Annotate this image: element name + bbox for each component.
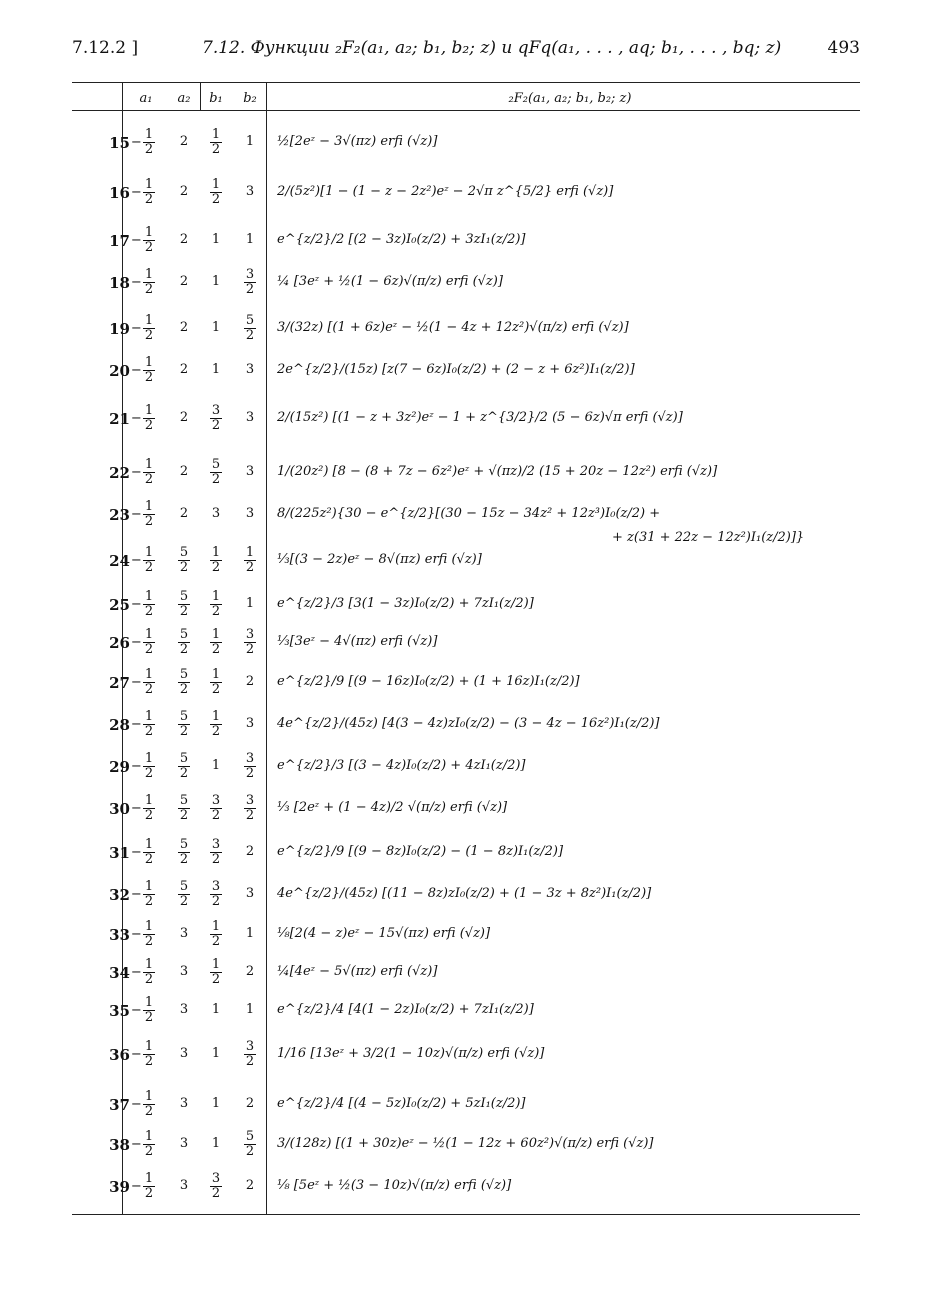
param-b2: 2	[245, 1178, 255, 1193]
table-row	[72, 1130, 860, 1160]
param-a1: − $\frac{1}{2}$	[130, 667, 154, 697]
param-b1: $\frac{1}{2}$	[211, 627, 221, 657]
formula-expression: 1/(20z²) [8 − (8 + 7z − 6z²)eᶻ + √(πz)/2 (15 + 20z − 12z²) erfi (√z)]	[277, 464, 718, 479]
param-b1: $\frac{5}{2}$	[211, 457, 221, 487]
param-a2: 2	[179, 464, 189, 479]
column-header-b2: b₂	[243, 91, 257, 106]
param-a1: − $\frac{1}{2}$	[130, 177, 154, 207]
table-row	[72, 1040, 860, 1070]
formula-expression-continuation: + z(31 + 22z − 12z²)I₁(z/2)]}	[612, 530, 805, 545]
param-a2: 3	[179, 964, 189, 979]
param-a1: − $\frac{1}{2}$	[130, 957, 154, 987]
param-a2: $\frac{5}{2}$	[179, 751, 189, 781]
param-a1: − $\frac{1}{2}$	[130, 709, 154, 739]
table-row	[72, 958, 860, 988]
table-row	[72, 499, 860, 545]
param-a1: − $\frac{1}{2}$	[130, 995, 154, 1025]
param-a1: − $\frac{1}{2}$	[130, 403, 154, 433]
param-a2: 2	[179, 184, 189, 199]
param-b1: 1	[211, 1096, 221, 1111]
table-bottom-rule	[72, 1214, 860, 1215]
formula-expression: 8/(225z²){30 − e^{z/2}[(30 − 15z − 34z² + 12z³)I₀(z/2) +	[277, 506, 661, 521]
row-number: 25	[109, 596, 130, 614]
param-a2: 2	[179, 320, 189, 335]
row-number: 21	[109, 410, 130, 428]
param-a2: 3	[179, 1136, 189, 1151]
param-b2: 1	[245, 596, 255, 611]
param-b1: $\frac{1}{2}$	[211, 589, 221, 619]
formula-expression: e^{z/2}/3 [(3 − 4z)I₀(z/2) + 4zI₁(z/2)]	[277, 758, 526, 773]
formula-expression: 4e^{z/2}/(45z) [4(3 − 4z)zI₀(z/2) − (3 − 4z − 16z²)I₁(z/2)]	[277, 716, 660, 731]
param-b1: 1	[211, 1136, 221, 1151]
param-b2: 3	[245, 506, 255, 521]
param-a1: − $\frac{1}{2}$	[130, 545, 154, 575]
running-title: 7.12. Функции ₂F₂(a₁, a₂; b₁, b₂; z) и qFq(a₁, . . . , aq; b₁, . . . , bq; z)	[202, 38, 782, 58]
param-b1: 1	[211, 362, 221, 377]
param-b1: 3	[211, 506, 221, 521]
column-header-result: ₂F₂(a₁, a₂; b₁, b₂; z)	[508, 91, 632, 106]
row-number: 33	[109, 926, 130, 944]
page-header	[72, 38, 860, 64]
param-b1: $\frac{3}{2}$	[211, 793, 221, 823]
table-row	[72, 226, 860, 256]
param-b2: 3	[245, 362, 255, 377]
row-number: 38	[109, 1136, 130, 1154]
param-b2: $\frac{3}{2}$	[245, 1039, 255, 1069]
table-row	[72, 404, 860, 434]
param-b2: 2	[245, 674, 255, 689]
row-number: 29	[109, 758, 130, 776]
param-b1: $\frac{1}{2}$	[211, 127, 221, 157]
param-a2: 2	[179, 410, 189, 425]
table-row	[72, 590, 860, 620]
param-a1: − $\frac{1}{2}$	[130, 127, 154, 157]
param-a1: − $\frac{1}{2}$	[130, 499, 154, 529]
table-header-rule	[72, 110, 860, 111]
param-b2: 1	[245, 134, 255, 149]
formula-expression: 2/(15z²) [(1 − z + 3z²)eᶻ − 1 + z^{3/2}/2 (5 − 6z)√π erfi (√z)]	[277, 410, 683, 425]
param-a2: $\frac{5}{2}$	[179, 837, 189, 867]
formula-expression: 3/(128z) [(1 + 30z)eᶻ − ½(1 − 12z + 60z²)√(π/z) erfi (√z)]	[277, 1136, 654, 1151]
param-a1: − $\frac{1}{2}$	[130, 1039, 154, 1069]
param-a2: $\frac{5}{2}$	[179, 793, 189, 823]
param-b1: $\frac{1}{2}$	[211, 957, 221, 987]
table-row	[72, 752, 860, 782]
column-header-b1: b₁	[209, 91, 223, 106]
param-b1: $\frac{3}{2}$	[211, 1171, 221, 1201]
formula-expression: ¼ [3eᶻ + ½(1 − 6z)√(π/z) erfi (√z)]	[277, 274, 503, 289]
row-number: 23	[109, 506, 130, 524]
param-a1: − $\frac{1}{2}$	[130, 1171, 154, 1201]
param-a1: − $\frac{1}{2}$	[130, 879, 154, 909]
param-b1: 1	[211, 232, 221, 247]
formula-expression: ¼[4eᶻ − 5√(πz) erfi (√z)]	[277, 964, 438, 979]
row-number: 37	[109, 1096, 130, 1114]
table-row	[72, 1090, 860, 1120]
param-b2: $\frac{3}{2}$	[245, 751, 255, 781]
param-b2: 2	[245, 1096, 255, 1111]
formula-expression: 1/16 [13eᶻ + 3/2(1 − 10z)√(π/z) erfi (√z)]	[277, 1046, 545, 1061]
row-number: 31	[109, 844, 130, 862]
formula-expression: e^{z/2}/2 [(2 − 3z)I₀(z/2) + 3zI₁(z/2)]	[277, 232, 526, 247]
row-number: 30	[109, 800, 130, 818]
param-b1: 1	[211, 758, 221, 773]
param-a2: 3	[179, 1046, 189, 1061]
column-header-a1: a₁	[139, 91, 153, 106]
table-row	[72, 1172, 860, 1202]
formula-expression: ⅓[3eᶻ − 4√(πz) erfi (√z)]	[277, 634, 438, 649]
row-number: 17	[109, 232, 130, 250]
param-b2: 2	[245, 844, 255, 859]
param-b2: 3	[245, 464, 255, 479]
param-b1: 1	[211, 1002, 221, 1017]
row-number: 28	[109, 716, 130, 734]
param-a1: − $\frac{1}{2}$	[130, 1129, 154, 1159]
formula-expression: e^{z/2}/4 [4(1 − 2z)I₀(z/2) + 7zI₁(z/2)]	[277, 1002, 534, 1017]
row-number: 35	[109, 1002, 130, 1020]
table-row	[72, 458, 860, 488]
section-number: 7.12.2 ]	[72, 38, 139, 58]
param-a2: 2	[179, 506, 189, 521]
formula-expression: ⅛[2(4 − z)eᶻ − 15√(πz) erfi (√z)]	[277, 926, 491, 941]
param-b2: 2	[245, 964, 255, 979]
formula-expression: e^{z/2}/9 [(9 − 16z)I₀(z/2) + (1 + 16z)I₁(z/2)]	[277, 674, 580, 689]
param-b2: 3	[245, 410, 255, 425]
row-number: 27	[109, 674, 130, 692]
param-b2: 1	[245, 926, 255, 941]
param-a1: − $\frac{1}{2}$	[130, 225, 154, 255]
row-number: 26	[109, 634, 130, 652]
formula-expression: ½[2eᶻ − 3√(πz) erfi (√z)]	[277, 134, 438, 149]
table-top-rule	[72, 82, 860, 83]
table-row	[72, 880, 860, 910]
param-b2: 3	[245, 184, 255, 199]
table-row	[72, 838, 860, 868]
param-b1: 1	[211, 320, 221, 335]
param-b1: $\frac{1}{2}$	[211, 177, 221, 207]
table-row	[72, 314, 860, 344]
param-a2: $\frac{5}{2}$	[179, 589, 189, 619]
table-row	[72, 710, 860, 740]
param-a1: − $\frac{1}{2}$	[130, 627, 154, 657]
table-row	[72, 920, 860, 950]
param-a2: $\frac{5}{2}$	[179, 667, 189, 697]
row-number: 36	[109, 1046, 130, 1064]
param-a2: $\frac{5}{2}$	[179, 879, 189, 909]
param-a1: − $\frac{1}{2}$	[130, 267, 154, 297]
param-b1: $\frac{3}{2}$	[211, 403, 221, 433]
param-b1: 1	[211, 1046, 221, 1061]
formula-expression: 2e^{z/2}/(15z) [z(7 − 6z)I₀(z/2) + (2 − z + 6z²)I₁(z/2)]	[277, 362, 635, 377]
param-a2: $\frac{5}{2}$	[179, 627, 189, 657]
table-row	[72, 178, 860, 208]
param-b1: $\frac{1}{2}$	[211, 709, 221, 739]
column-header-a2: a₂	[177, 91, 191, 106]
param-b2: 3	[245, 716, 255, 731]
row-number: 22	[109, 464, 130, 482]
param-b2: 1	[245, 1002, 255, 1017]
param-a2: 2	[179, 134, 189, 149]
param-a1: − $\frac{1}{2}$	[130, 355, 154, 385]
param-a1: − $\frac{1}{2}$	[130, 837, 154, 867]
param-a1: − $\frac{1}{2}$	[130, 457, 154, 487]
table-row	[72, 356, 860, 386]
param-a1: − $\frac{1}{2}$	[130, 589, 154, 619]
param-b2: $\frac{5}{2}$	[245, 313, 255, 343]
param-a2: 2	[179, 362, 189, 377]
param-a2: 2	[179, 274, 189, 289]
param-b1: $\frac{1}{2}$	[211, 545, 221, 575]
param-b2: $\frac{5}{2}$	[245, 1129, 255, 1159]
param-a2: 2	[179, 232, 189, 247]
table-row	[72, 794, 860, 824]
row-number: 20	[109, 362, 130, 380]
table-row	[72, 628, 860, 658]
param-a2: 3	[179, 1002, 189, 1017]
formula-expression: 2/(5z²)[1 − (1 − z − 2z²)eᶻ − 2√π z^{5/2} erfi (√z)]	[277, 184, 614, 199]
param-b1: $\frac{1}{2}$	[211, 919, 221, 949]
param-a2: 3	[179, 1178, 189, 1193]
row-number: 18	[109, 274, 130, 292]
table-row	[72, 668, 860, 698]
param-a2: 3	[179, 1096, 189, 1111]
param-a1: − $\frac{1}{2}$	[130, 751, 154, 781]
row-number: 15	[109, 134, 130, 152]
formula-expression: e^{z/2}/4 [(4 − 5z)I₀(z/2) + 5zI₁(z/2)]	[277, 1096, 526, 1111]
param-b1: $\frac{1}{2}$	[211, 667, 221, 697]
row-number: 24	[109, 552, 130, 570]
table-row	[72, 128, 860, 158]
page-number: 493	[827, 38, 860, 58]
formula-expression: ⅓[(3 − 2z)eᶻ − 8√(πz) erfi (√z)]	[277, 552, 482, 567]
formula-expression: e^{z/2}/9 [(9 − 8z)I₀(z/2) − (1 − 8z)I₁(z/2)]	[277, 844, 564, 859]
param-a2: $\frac{5}{2}$	[179, 709, 189, 739]
param-b2: $\frac{3}{2}$	[245, 267, 255, 297]
param-b2: $\frac{1}{2}$	[245, 545, 255, 575]
param-b1: $\frac{3}{2}$	[211, 879, 221, 909]
row-number: 34	[109, 964, 130, 982]
formula-expression: ⅓ [2eᶻ + (1 − 4z)/2 √(π/z) erfi (√z)]	[277, 800, 508, 815]
formula-expression: e^{z/2}/3 [3(1 − 3z)I₀(z/2) + 7zI₁(z/2)]	[277, 596, 534, 611]
formula-expression: 3/(32z) [(1 + 6z)eᶻ − ½(1 − 4z + 12z²)√(π/z) erfi (√z)]	[277, 320, 629, 335]
param-b1: 1	[211, 274, 221, 289]
row-number: 39	[109, 1178, 130, 1196]
row-number: 32	[109, 886, 130, 904]
param-a1: − $\frac{1}{2}$	[130, 919, 154, 949]
column-divider-params	[200, 82, 201, 110]
table-row	[72, 268, 860, 298]
param-a1: − $\frac{1}{2}$	[130, 793, 154, 823]
param-b1: $\frac{3}{2}$	[211, 837, 221, 867]
row-number: 16	[109, 184, 130, 202]
param-b2: 3	[245, 886, 255, 901]
formula-expression: ⅛ [5eᶻ + ½(3 − 10z)√(π/z) erfi (√z)]	[277, 1178, 512, 1193]
param-a2: 3	[179, 926, 189, 941]
param-b2: 1	[245, 232, 255, 247]
row-number: 19	[109, 320, 130, 338]
table-row	[72, 546, 860, 576]
param-b2: $\frac{3}{2}$	[245, 627, 255, 657]
param-b2: $\frac{3}{2}$	[245, 793, 255, 823]
table-row	[72, 996, 860, 1026]
param-a1: − $\frac{1}{2}$	[130, 1089, 154, 1119]
param-a2: $\frac{5}{2}$	[179, 545, 189, 575]
formula-expression: 4e^{z/2}/(45z) [(11 − 8z)zI₀(z/2) + (1 − 3z + 8z²)I₁(z/2)]	[277, 886, 652, 901]
param-a1: − $\frac{1}{2}$	[130, 313, 154, 343]
